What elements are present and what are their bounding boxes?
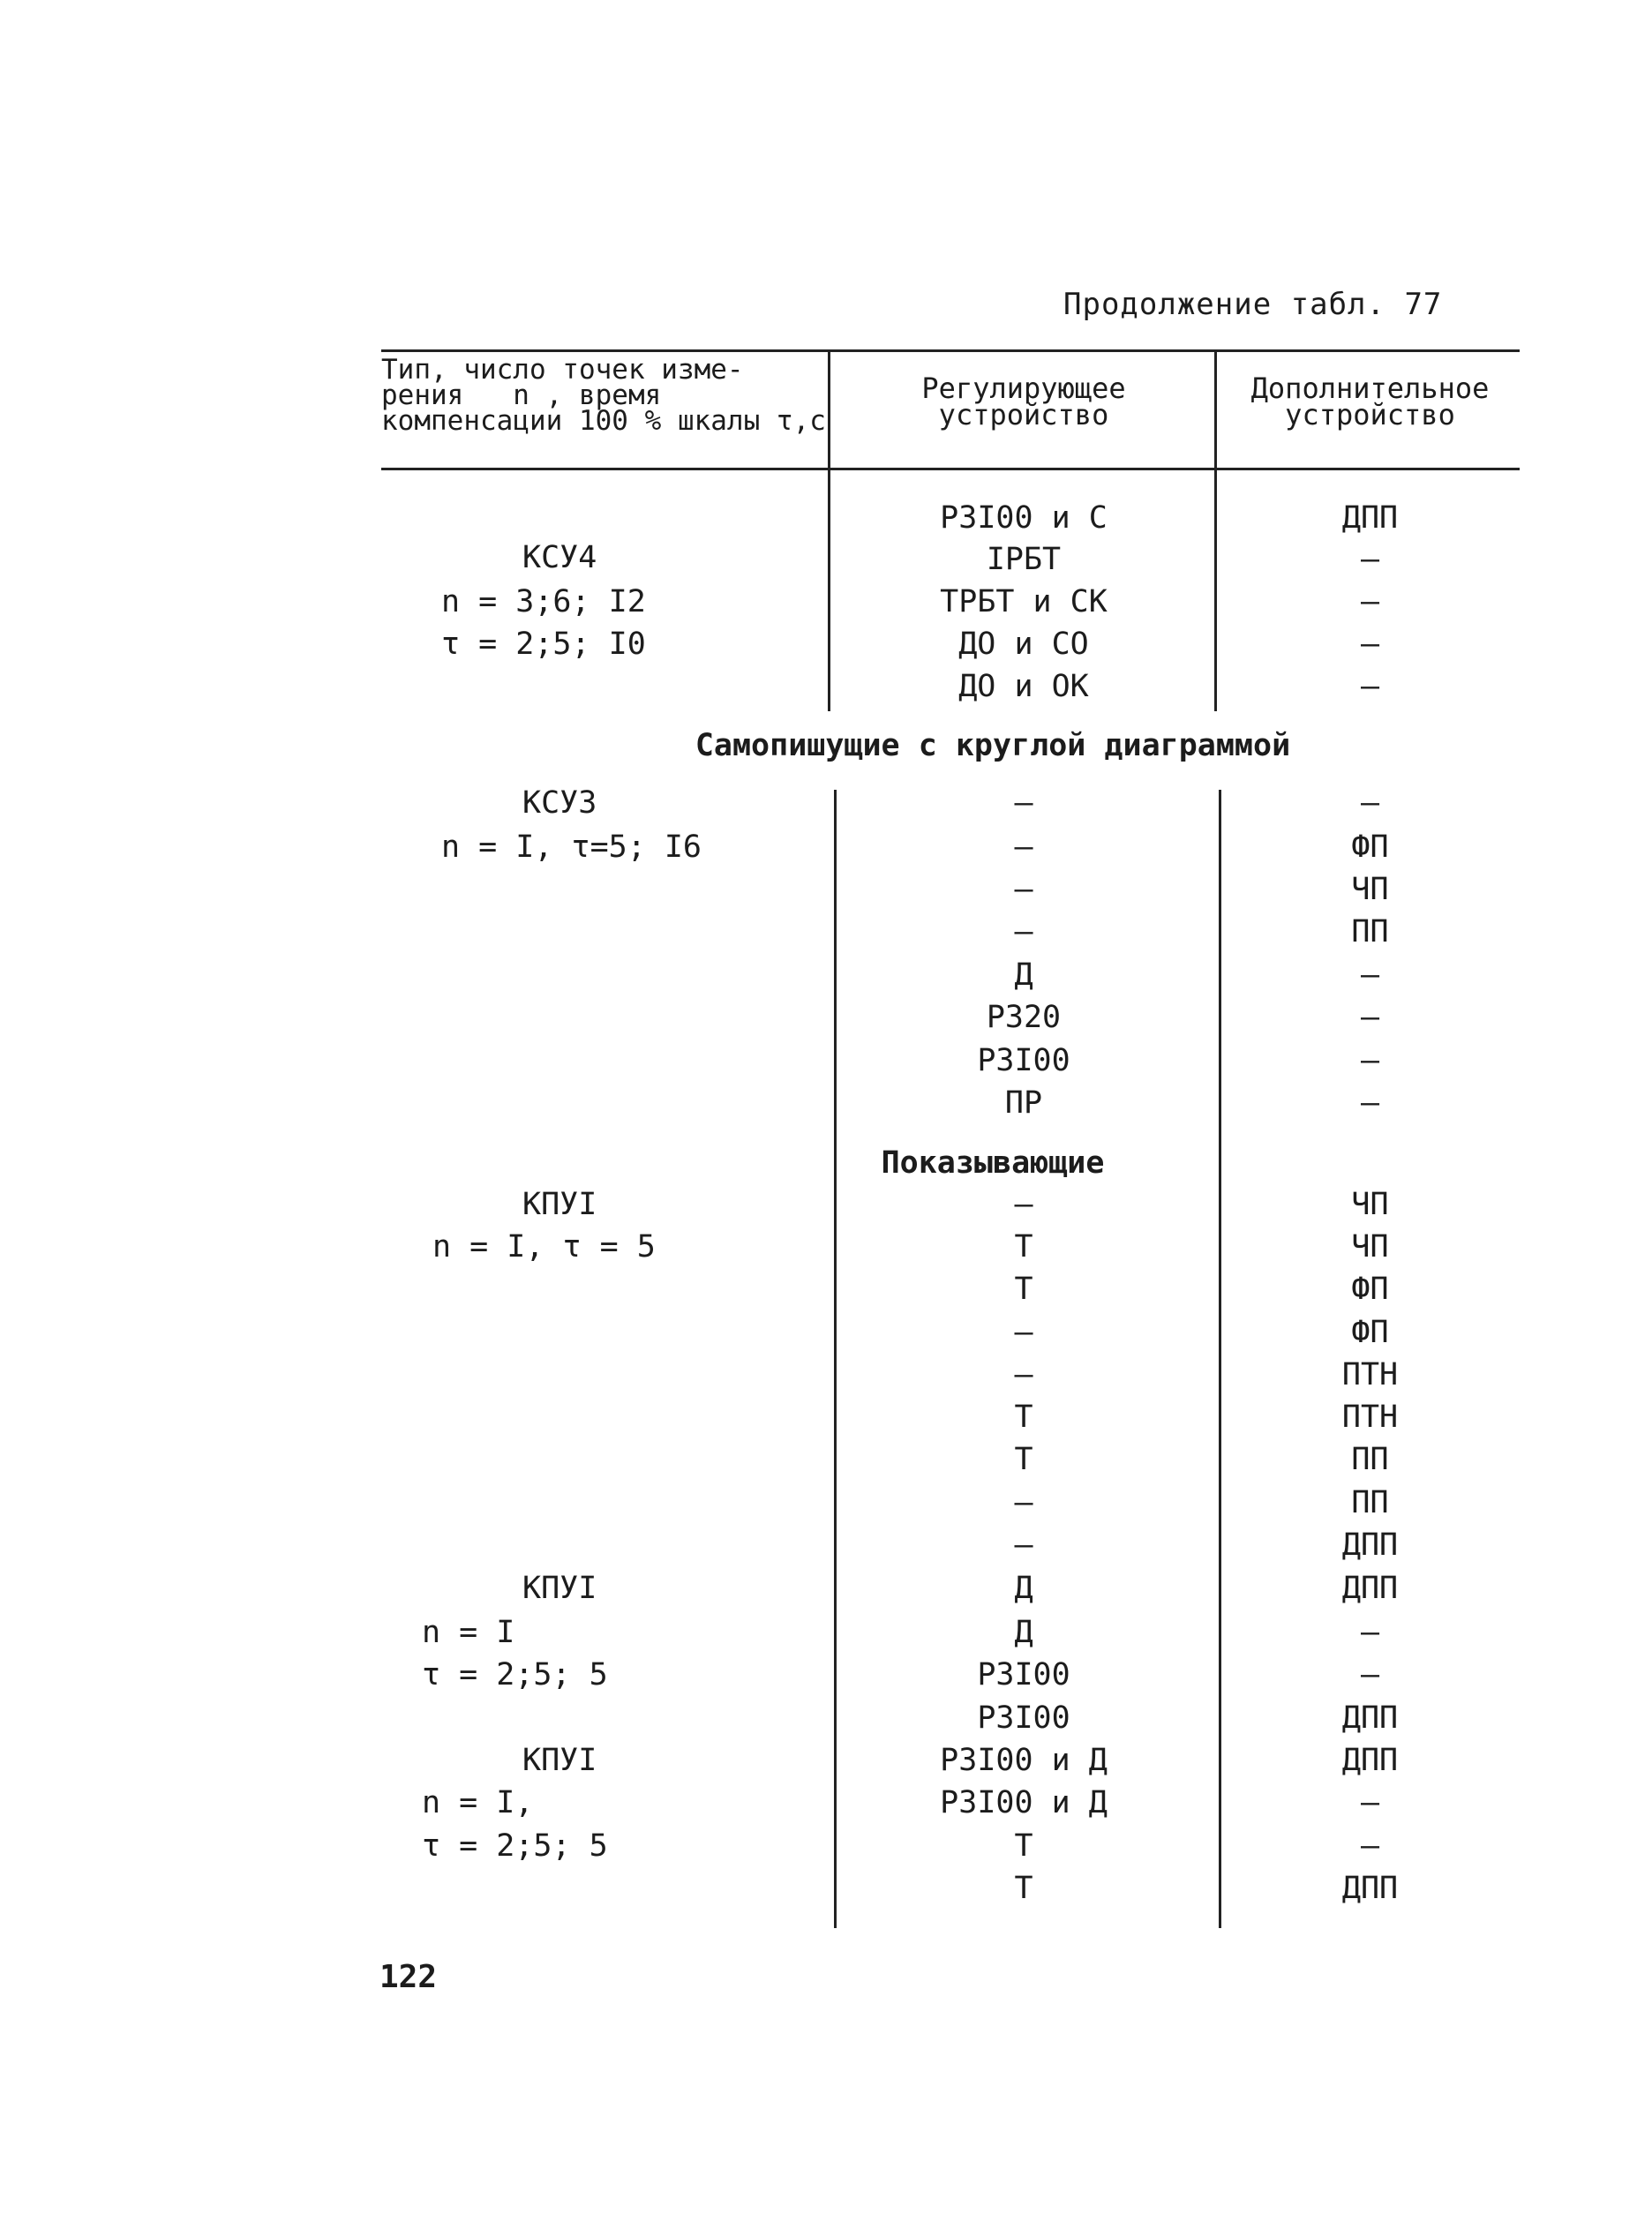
additional-device-cell: –: [1360, 1657, 1380, 1692]
regulating-device-cell: РЗ20: [986, 1000, 1062, 1035]
regulating-device-cell: –: [1014, 1527, 1033, 1563]
header-bottom-rule: [381, 468, 1520, 470]
additional-device-cell: ДПП: [1341, 1871, 1399, 1906]
regulating-device-cell: –: [1014, 1315, 1033, 1350]
regulating-device-cell: Д: [1014, 957, 1033, 993]
additional-device-cell: ПТН: [1341, 1400, 1399, 1435]
regulating-device-cell: –: [1014, 914, 1033, 949]
additional-device-cell: ЧП: [1351, 1229, 1389, 1265]
regulating-device-cell: ПР: [1004, 1085, 1043, 1121]
section-title-indicating: Показывающие: [881, 1145, 1105, 1181]
additional-device-cell: –: [1360, 669, 1380, 704]
points-count-label: n = I, τ = 5: [432, 1229, 656, 1265]
additional-device-cell: –: [1360, 542, 1380, 577]
regulating-device-cell: IРБТ: [986, 542, 1062, 577]
header-regulating-column: Регулирующее устройство: [921, 372, 1126, 432]
regulating-device-cell: РЗI00 и С: [940, 500, 1108, 536]
regulating-device-cell: Д: [1014, 1615, 1033, 1650]
additional-device-cell: –: [1360, 1043, 1380, 1078]
additional-device-cell: –: [1360, 1615, 1380, 1650]
regulating-device-cell: –: [1014, 872, 1033, 907]
regulating-device-cell: РЗI00: [977, 1700, 1070, 1736]
regulating-device-cell: ДО и СО: [958, 627, 1089, 662]
additional-device-cell: ПТН: [1341, 1357, 1399, 1392]
additional-device-cell: ДПП: [1341, 500, 1399, 536]
regulating-device-cell: –: [1014, 785, 1033, 821]
device-type-label: КПУI: [522, 1743, 597, 1778]
compensation-time-label: τ = 2;5; 5: [422, 1828, 608, 1864]
additional-device-cell: –: [1360, 627, 1380, 662]
additional-device-cell: ДПП: [1341, 1527, 1399, 1563]
regulating-device-cell: РЗI00 и Д: [940, 1743, 1108, 1778]
additional-device-cell: ЧП: [1351, 1187, 1389, 1222]
regulating-device-cell: Т: [1014, 1871, 1033, 1906]
regulating-device-cell: РЗI00: [977, 1043, 1070, 1078]
regulating-device-cell: Т: [1014, 1400, 1033, 1435]
additional-device-cell: ПП: [1351, 1485, 1389, 1520]
regulating-device-cell: –: [1014, 1357, 1033, 1392]
additional-device-cell: ФП: [1351, 1315, 1389, 1350]
device-type-label: КСУ4: [522, 540, 597, 575]
regulating-device-cell: ДО и ОК: [958, 669, 1089, 704]
header-additional-column: Дополнительное устройство: [1250, 372, 1490, 432]
section-title-recording: Самопишущие с круглой диаграммой: [695, 728, 1291, 763]
additional-device-cell: –: [1360, 1000, 1380, 1035]
column-rule-2-lower: [1219, 790, 1221, 1928]
column-rule-2-upper: [1214, 349, 1217, 711]
page-number: 122: [379, 1959, 438, 1995]
regulating-device-cell: –: [1014, 829, 1033, 865]
header-type-column: Тип, число точек изме- рения n , время компенсации 100 % шкалы τ,с: [381, 354, 826, 437]
device-type-label: КСУ3: [522, 785, 597, 821]
points-count-label: n = 3;6; I2: [441, 584, 646, 619]
additional-device-cell: –: [1360, 1085, 1380, 1121]
compensation-time-label: τ = 2;5; I0: [441, 627, 646, 662]
additional-device-cell: –: [1360, 584, 1380, 619]
additional-device-cell: –: [1360, 1828, 1380, 1864]
compensation-time-label: τ = 2;5; 5: [422, 1657, 608, 1692]
regulating-device-cell: –: [1014, 1485, 1033, 1520]
points-count-label: n = I: [422, 1615, 515, 1650]
header-top-rule: [381, 349, 1520, 352]
regulating-device-cell: Т: [1014, 1229, 1033, 1265]
regulating-device-cell: ТРБТ и СК: [940, 584, 1108, 619]
additional-device-cell: ФП: [1351, 829, 1389, 865]
additional-device-cell: ДПП: [1341, 1571, 1399, 1606]
regulating-device-cell: РЗI00: [977, 1657, 1070, 1692]
additional-device-cell: ДПП: [1341, 1700, 1399, 1736]
additional-device-cell: ЧП: [1351, 872, 1389, 907]
additional-device-cell: ПП: [1351, 914, 1389, 949]
additional-device-cell: –: [1360, 785, 1380, 821]
points-count-label: n = I, τ=5; I6: [441, 829, 702, 865]
regulating-device-cell: Т: [1014, 1272, 1033, 1307]
additional-device-cell: ПП: [1351, 1442, 1389, 1477]
regulating-device-cell: Т: [1014, 1828, 1033, 1864]
additional-device-cell: –: [1360, 1785, 1380, 1820]
points-count-label: n = I,: [422, 1785, 534, 1820]
regulating-device-cell: Д: [1014, 1571, 1033, 1606]
additional-device-cell: –: [1360, 957, 1380, 993]
device-type-label: КПУI: [522, 1187, 597, 1222]
device-type-label: КПУI: [522, 1571, 597, 1606]
additional-device-cell: ФП: [1351, 1272, 1389, 1307]
additional-device-cell: ДПП: [1341, 1743, 1399, 1778]
column-rule-1-lower: [834, 790, 837, 1928]
regulating-device-cell: РЗI00 и Д: [940, 1785, 1108, 1820]
regulating-device-cell: –: [1014, 1187, 1033, 1222]
table-caption: Продолжение табл. 77: [1063, 287, 1443, 322]
regulating-device-cell: Т: [1014, 1442, 1033, 1477]
